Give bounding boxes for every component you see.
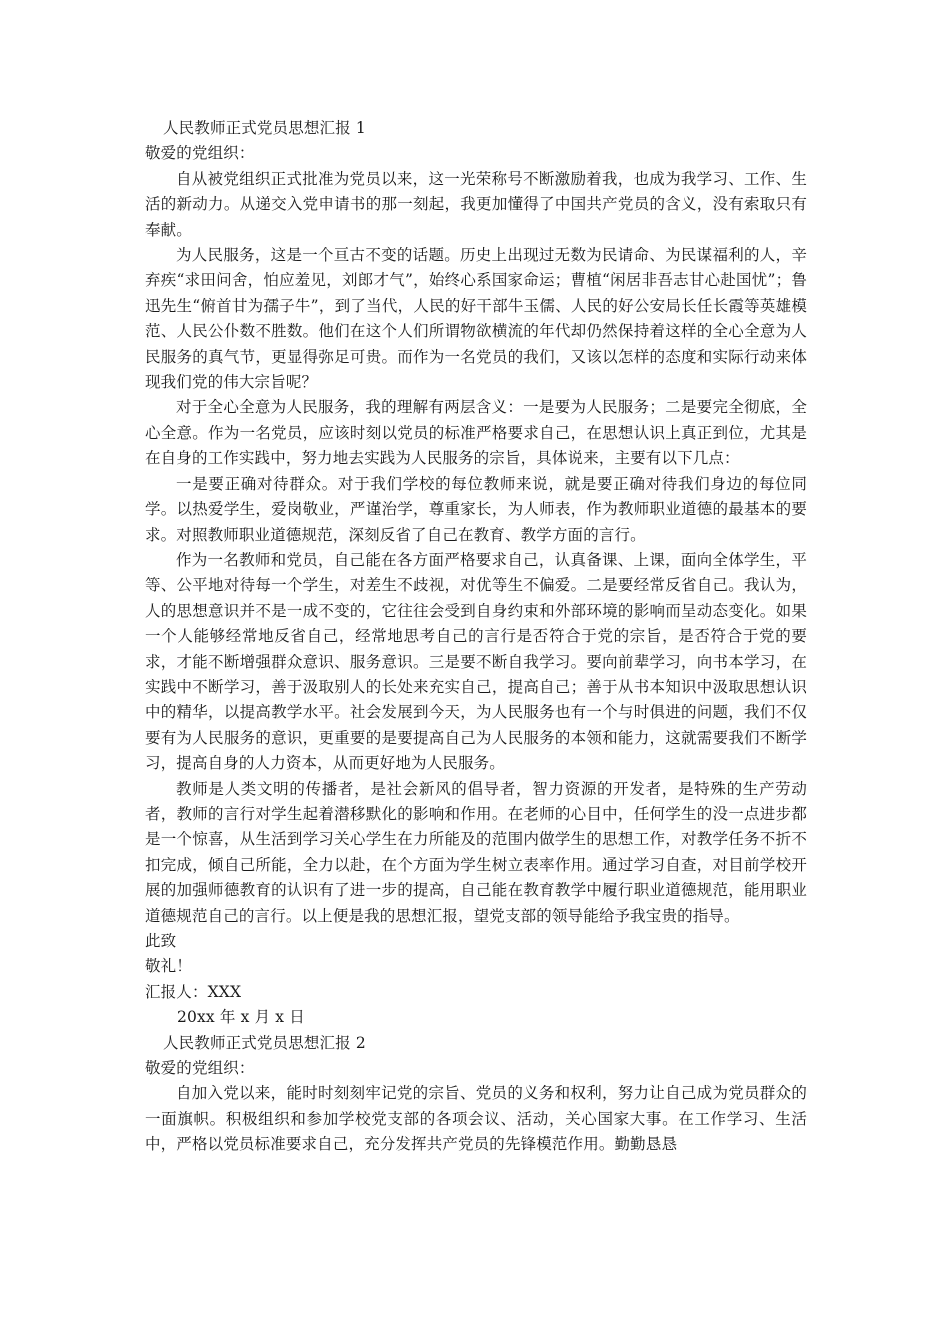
section1-title: 人民教师正式党员思想汇报 1 xyxy=(163,119,366,137)
section1-paragraph-6: 教师是人类文明的传播者，是社会新风的倡导者，智力资源的开发者，是特殊的生产劳动者，教师的言行对学生起着潜移默化的影响和作用。在老师的心目中，任何学生的没一点进步都是一个惊喜，从生活到学习关心学生在力所能及的范围内做学生的思想工作，对教学任务不折不扣完成，倾自己所能，全力以赴，在个方面为学生树立表率作用。通过学习自查，对目前学校开展的加强师德教育的认识有了进一步的提高，自己能在教育教学中履行职业道德规范，能用职业道德规范自己的言行。以上便是我的思想汇报，望党支部的领导能给予我宝贵的指导。 xyxy=(145,779,807,925)
report-date: 20xx 年 x 月 x 日 xyxy=(177,1008,305,1027)
section1-paragraph-5: 作为一名教师和党员，自己能在各方面严格要求自己，认真备课、上课，面向全体学生，平等、公平地对待每一个学生，对差生不歧视，对优等生不偏爱。二是要经常反省自己。我认为，人的思想意识并不是一成不变的，它往往会受到自身约束和外部环境的影响而呈动态变化。如果一个人能够经常地反省自己，经常地思考自己的言行是否符合于党的宗旨，是否符合于党的要求，才能不断增强群众意识、服务意识。三是要不断自我学习。要向前辈学习，向书本学习，在实践中不断学习，善于汲取别人的长处来充实自己，提高自己；善于从书本知识中汲取思想认识中的精华，以提高教学水平。社会发展到今天，为人民服务也有一个与时俱进的问题，我们不仅要有为人民服务的意识，更重要的是要提高自己为人民服务的本领和能力，这就需要我们不断学习，提高自身的人力资本，从而更好地为人民服务。 xyxy=(145,550,807,773)
section2-title: 人民教师正式党员思想汇报 2 xyxy=(163,1033,366,1052)
section1-paragraph-2: 为人民服务，这是一个亘古不变的话题。历史上出现过无数为民请命、为民谋福利的人，辛弃疾“求田问舍，怕应羞见，刘郎才气”，始终心系国家命运；曹植“闲居非吾志甘心赴国忧”；鲁迅先生“俯首甘为孺子牛”，到了当代，人民的好干部牛玉儒、人民的好公安局长任长霞等英雄模范、人民公仆数不胜数。他们在这个人们所谓物欲横流的年代却仍然保持着这样的全心全意为人民服务的真气节，更显得弥足可贵。而作为一名党员的我们，又该以怎样的态度和实际行动来体现我们党的伟大宗旨呢？ xyxy=(145,246,807,392)
section2-salutation: 敬爱的党组织： xyxy=(145,1059,255,1078)
section1-paragraph-1: 自从被党组织正式批准为党员以来，这一光荣称号不断激励着我，也成为我学习、工作、生活的新动力。从递交入党申请书的那一刻起，我更加懂得了中国共产党员的含义，没有索取只有奉献。 xyxy=(145,169,807,239)
section2-paragraph-1: 自加入党以来，能时时刻刻牢记党的宗旨、党员的义务和权利，努力让自己成为党员群众的一面旗帜。积极组织和参加学校党支部的各项会议、活动，关心国家大事。在工作学习、生活中，严格以党员标准要求自己，充分发挥共产党员的先锋模范作用。勤勤恳恳 xyxy=(145,1084,807,1154)
document-page xyxy=(145,116,807,1158)
closing-cizhi: 此致 xyxy=(145,932,177,950)
section1-paragraph-4: 一是要正确对待群众。对于我们学校的每位教师来说，就是要正确对待我们身边的每位同学。以热爱学生，爱岗敬业，严谨治学，尊重家长，为人师表，作为教师职业道德的最基本的要求。对照教师职业道德规范，深刻反省了自己在教育、教学方面的言行。 xyxy=(145,474,807,544)
section1-salutation: 敬爱的党组织： xyxy=(145,144,255,163)
reporter-line: 汇报人：XXX xyxy=(145,982,242,1001)
section1-paragraph-3: 对于全心全意为人民服务，我的理解有两层含义：一是要为人民服务；二是要完全彻底，全心全意。作为一名党员，应该时刻以党员的标准严格要求自己，在思想认识上真正到位，尤其是在自身的工作实践中，努力地去实践为人民服务的宗旨，具体说来，主要有以下几点： xyxy=(145,398,807,468)
closing-jingli: 敬礼！ xyxy=(145,957,192,976)
